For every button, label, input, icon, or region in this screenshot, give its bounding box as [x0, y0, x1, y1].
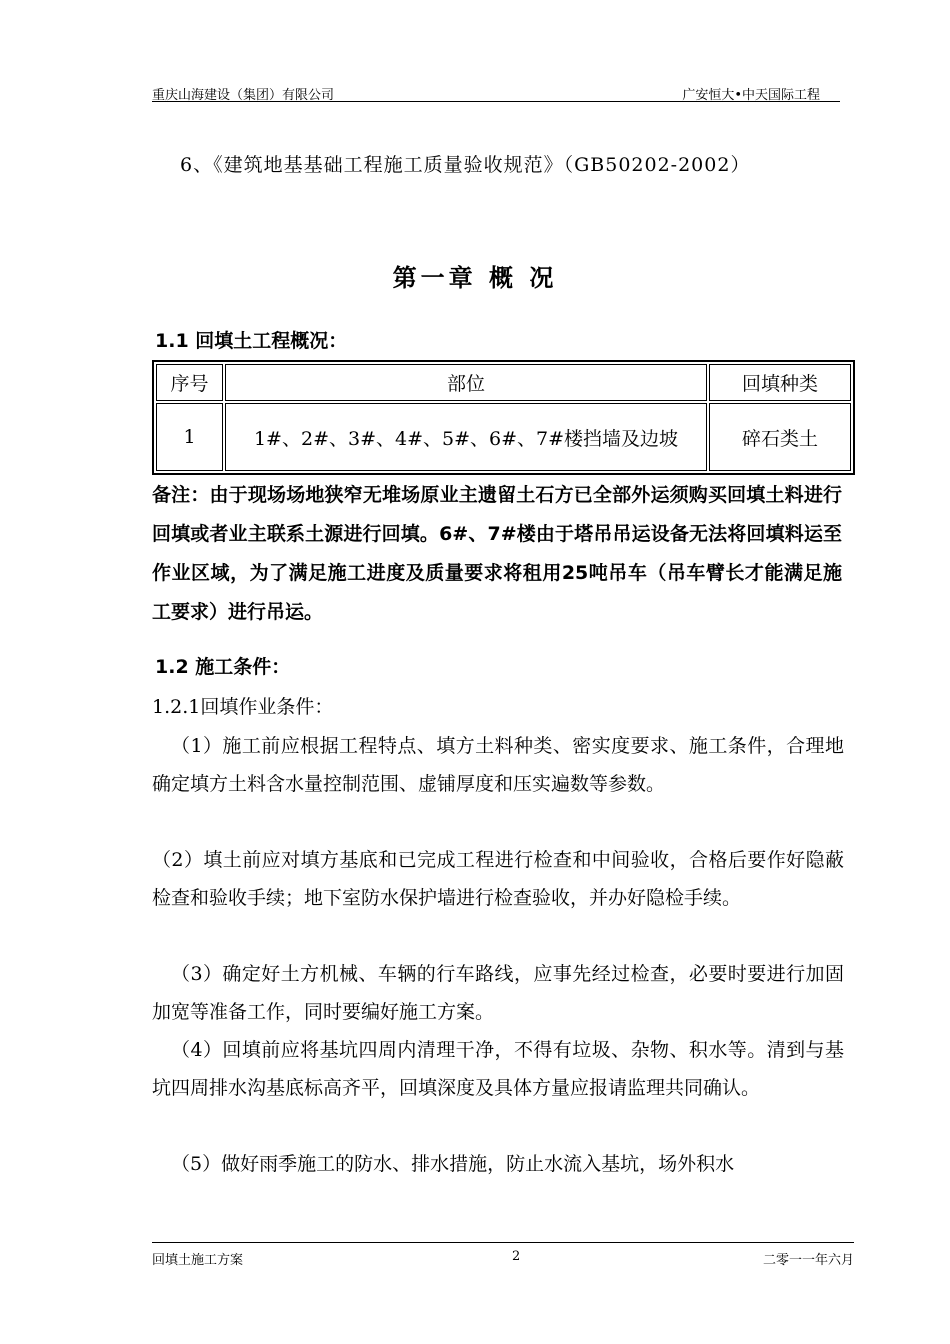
chapter-title: 第一章 概 况 [392, 264, 558, 292]
table-row [156, 403, 851, 471]
condition-item-4: （4）回填前应将基坑四周内清理干净，不得有垃圾、杂物、积水等。清到与基坑四周排水沟基底标高齐平，回填深度及具体方量应报请监理共同确认。 [152, 1039, 844, 1099]
table-cell: 1#、2#、3#、4#、5#、6#、7#楼挡墙及边坡 [225, 403, 707, 471]
condition-item-5: （5）做好雨季施工的防水、排水措施，防止水流入基坑，场外积水 [171, 1153, 735, 1175]
header-rule [152, 101, 840, 102]
footer-doc-title: 回填土施工方案 [152, 1253, 244, 1268]
section-1-2-heading: 1.2 施工条件： [155, 656, 291, 678]
section-1-2-1-heading: 1.2.1回填作业条件： [152, 696, 334, 718]
table-header-cell: 回填种类 [709, 364, 851, 401]
header-company: 重庆山海建设（集团）有限公司 [152, 88, 335, 103]
reference-item: 6、《建筑地基基础工程施工质量验收规范》（GB50202-2002） [180, 154, 751, 176]
table-header-cell: 序号 [156, 364, 223, 401]
footer-rule [152, 1242, 854, 1243]
table-header-cell: 部位 [225, 364, 707, 401]
table-cell: 1 [156, 403, 223, 471]
header-project: 广安恒大•中天国际工程 [682, 88, 820, 103]
condition-item-3: （3）确定好土方机械、车辆的行车路线，应事先经过检查，必要时要进行加固加宽等准备工作，同时要编好施工方案。 [152, 963, 844, 1023]
section-1-1-heading: 1.1 回填土工程概况： [155, 330, 348, 352]
table-header-row [156, 364, 851, 401]
note-paragraph: 备注：由于现场场地狭窄无堆场原业主遗留土石方已全部外运须购买回填土料进行回填或者业主联系土源进行回填。6#、7#楼由于塔吊吊运设备无法将回填料运至作业区域，为了满足施工进度及质量要求将租用25吨吊车（吊车臂长才能满足施工要求）进行吊运。 [152, 484, 842, 623]
page-number: 2 [512, 1249, 521, 1264]
footer-date: 二零一一年六月 [762, 1253, 854, 1268]
condition-item-2: （2）填土前应对填方基底和已完成工程进行检查和中间验收，合格后要作好隐蔽检查和验收手续；地下室防水保护墙进行检查验收，并办好隐检手续。 [152, 849, 844, 909]
overview-table [152, 360, 855, 475]
table-cell: 碎石类土 [709, 403, 851, 471]
condition-item-1: （1）施工前应根据工程特点、填方土料种类、密实度要求、施工条件，合理地确定填方土料含水量控制范围、虚铺厚度和压实遍数等参数。 [152, 735, 844, 795]
